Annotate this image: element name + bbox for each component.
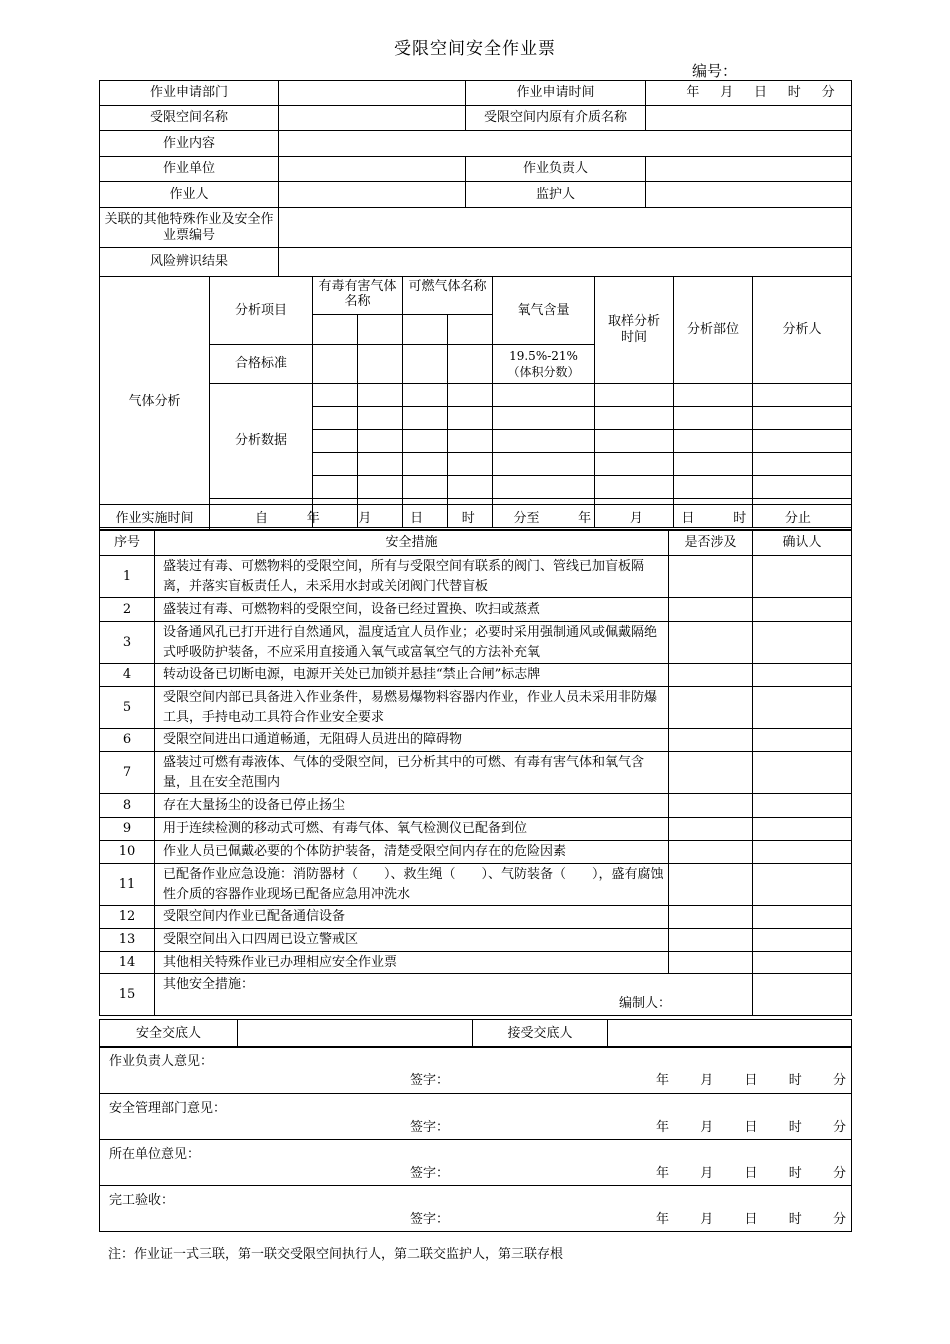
measure-text: 盛装过可燃有毒液体、气体的受限空间，已分析其中的可燃、有毒有害气体和氧气含量，且在安全范围内 <box>155 752 669 794</box>
unit-month: 月 <box>720 85 734 100</box>
data-cell[interactable] <box>313 384 358 407</box>
data-cell[interactable] <box>403 453 448 476</box>
opinion-label: 完工验收： <box>109 1193 175 1208</box>
data-cell[interactable] <box>753 476 852 499</box>
data-cell[interactable] <box>313 476 358 499</box>
measure-text: 受限空间内部已具备进入作业条件，易燃易爆物料容器内作业，作业人员未采用非防爆工具，手持电动工具符合作业安全要求 <box>155 687 669 729</box>
sign-label: 签字： <box>410 1166 450 1181</box>
sign-label: 签字： <box>410 1120 450 1135</box>
measure-text: 受限空间进出口通道畅通，无阻碍人员进出的障碍物 <box>155 729 669 752</box>
involved-cell[interactable] <box>669 794 753 818</box>
worker-field[interactable] <box>279 182 466 208</box>
unit-minute: 分 <box>832 1212 846 1227</box>
unit-minute: 分 <box>832 1120 846 1135</box>
giver-label: 安全交底人 <box>100 1020 238 1048</box>
confirm-cell[interactable] <box>753 622 852 664</box>
acceptance-box[interactable] <box>100 1186 852 1232</box>
data-cell[interactable] <box>403 430 448 453</box>
data-cell[interactable] <box>493 430 595 453</box>
unit-minute: 分 <box>832 1166 846 1181</box>
unit-year: 年 <box>656 1120 670 1135</box>
toxic-standard-cell[interactable] <box>313 345 358 384</box>
unit-field[interactable] <box>279 157 466 182</box>
opinion-label: 安全管理部门意见： <box>109 1101 227 1116</box>
apply-time-field[interactable] <box>646 81 852 106</box>
gas-analysis-table <box>99 276 852 528</box>
analyst-header: 分析人 <box>753 277 852 384</box>
confirm-cell[interactable] <box>753 664 852 687</box>
data-cell[interactable] <box>358 384 403 407</box>
period-part: 自 <box>255 511 269 526</box>
data-cell[interactable] <box>448 407 493 430</box>
data-cell[interactable] <box>448 453 493 476</box>
confirm-cell[interactable] <box>753 906 852 929</box>
work-period-table <box>99 504 852 530</box>
combustible-gas-header: 可燃气体名称 <box>403 277 493 315</box>
data-cell[interactable] <box>403 476 448 499</box>
measure-text: 受限空间内作业已配备通信设备 <box>155 906 669 929</box>
data-cell[interactable] <box>448 430 493 453</box>
risk-label: 风险辨识结果 <box>100 248 279 277</box>
other-measures-cell[interactable] <box>155 974 753 1016</box>
unit-day: 日 <box>753 85 767 100</box>
involved-cell[interactable] <box>669 687 753 729</box>
data-cell[interactable] <box>313 407 358 430</box>
unit-month: 月 <box>700 1073 714 1088</box>
measure-no: 7 <box>100 752 155 794</box>
guardian-label: 监护人 <box>466 182 646 208</box>
involved-cell[interactable] <box>669 906 753 929</box>
data-cell[interactable] <box>674 384 753 407</box>
period-part: 分止 <box>784 511 811 526</box>
data-cell[interactable] <box>595 476 674 499</box>
period-part: 时 <box>733 511 747 526</box>
confirm-cell[interactable] <box>753 794 852 818</box>
toxic-name-cell[interactable] <box>358 315 403 345</box>
item-label: 分析项目 <box>210 277 313 345</box>
apply-time-label: 作业申请时间 <box>466 81 646 106</box>
involved-cell[interactable] <box>669 952 753 974</box>
data-cell[interactable] <box>313 430 358 453</box>
measure-no: 10 <box>100 841 155 864</box>
measure-no: 1 <box>100 556 155 598</box>
gas-section-label: 气体分析 <box>100 277 210 528</box>
unit-hour: 时 <box>788 1073 802 1088</box>
confirm-cell[interactable] <box>753 556 852 598</box>
header-table <box>99 80 852 277</box>
medium-label: 受限空间内原有介质名称 <box>466 106 646 131</box>
data-cell[interactable] <box>448 476 493 499</box>
unit-minute: 分 <box>821 85 835 100</box>
data-cell[interactable] <box>674 430 753 453</box>
involved-cell[interactable] <box>669 752 753 794</box>
measure-text: 用于连续检测的移动式可燃、有毒气体、氧气检测仪已配备到位 <box>155 818 669 841</box>
involved-cell[interactable] <box>669 622 753 664</box>
period-part: 年 <box>306 511 320 526</box>
sign-label: 签字： <box>410 1212 450 1227</box>
medium-field[interactable] <box>646 106 852 131</box>
measure-no: 14 <box>100 952 155 974</box>
involved-cell[interactable] <box>669 929 753 952</box>
combustible-name-cell[interactable] <box>403 315 448 345</box>
unit-month: 月 <box>700 1120 714 1135</box>
part-header: 分析部位 <box>674 277 753 384</box>
measure-text: 盛装过有毒、可燃物料的受限空间，设备已经过置换、吹扫或蒸煮 <box>155 598 669 622</box>
unit-month: 月 <box>700 1166 714 1181</box>
related-field[interactable] <box>279 208 852 248</box>
confirm-cell[interactable] <box>753 952 852 974</box>
involved-cell[interactable] <box>669 841 753 864</box>
period-part: 月 <box>358 511 372 526</box>
toxic-name-cell[interactable] <box>313 315 358 345</box>
leader-label: 作业负责人 <box>466 157 646 182</box>
serial-number-label: 编号： <box>692 62 738 80</box>
data-cell[interactable] <box>358 407 403 430</box>
data-cell[interactable] <box>403 407 448 430</box>
data-cell[interactable] <box>595 453 674 476</box>
sample-time-header: 取样分析时间 <box>595 277 674 384</box>
combustible-name-cell[interactable] <box>448 315 493 345</box>
measure-no: 5 <box>100 687 155 729</box>
measure-text: 受限空间出入口四周已设立警戒区 <box>155 929 669 952</box>
opinion-label: 所在单位意见： <box>109 1147 201 1162</box>
measures-table <box>99 530 852 1016</box>
measure-no: 3 <box>100 622 155 664</box>
period-part: 日 <box>681 511 695 526</box>
data-cell[interactable] <box>674 407 753 430</box>
involved-cell[interactable] <box>669 556 753 598</box>
col-measure-header: 安全措施 <box>155 531 669 556</box>
unit-day: 日 <box>744 1073 758 1088</box>
content-field[interactable] <box>279 131 852 157</box>
measure-no: 11 <box>100 864 155 906</box>
period-part: 日 <box>410 511 424 526</box>
measure-text: 设备通风孔已打开进行自然通风，温度适宜人员作业；必要时采用强制通风或佩戴隔绝式呼吸防护装备，不应采用直接通入氧气或富氧空气的方法补充氧 <box>155 622 669 664</box>
toxic-gas-header: 有毒有害气体名称 <box>313 277 403 315</box>
confirm-cell[interactable] <box>753 687 852 729</box>
unit-hour: 时 <box>788 1166 802 1181</box>
measure-no: 12 <box>100 906 155 929</box>
unit-hour: 时 <box>788 1120 802 1135</box>
toxic-standard-cell[interactable] <box>358 345 403 384</box>
confirm-cell[interactable] <box>753 841 852 864</box>
unit-year: 年 <box>686 85 700 100</box>
involved-cell[interactable] <box>669 598 753 622</box>
data-cell[interactable] <box>313 453 358 476</box>
involved-cell[interactable] <box>669 818 753 841</box>
measure-text: 其他安全措施： <box>163 977 255 992</box>
data-cell[interactable] <box>358 430 403 453</box>
unit-year: 年 <box>656 1073 670 1088</box>
period-part: 月 <box>629 511 643 526</box>
measure-text: 其他相关特殊作业已办理相应安全作业票 <box>155 952 669 974</box>
data-label: 分析数据 <box>210 384 313 499</box>
data-cell[interactable] <box>358 476 403 499</box>
data-cell[interactable] <box>753 453 852 476</box>
combustible-standard-cell[interactable] <box>403 345 448 384</box>
combustible-standard-cell[interactable] <box>448 345 493 384</box>
measure-no: 9 <box>100 818 155 841</box>
measure-no: 2 <box>100 598 155 622</box>
period-field[interactable] <box>210 505 852 530</box>
data-cell[interactable] <box>674 453 753 476</box>
unit-day: 日 <box>744 1212 758 1227</box>
receiver-label: 接受交底人 <box>473 1020 608 1048</box>
period-part: 时 <box>461 511 475 526</box>
data-cell[interactable] <box>595 384 674 407</box>
content-label: 作业内容 <box>100 131 279 157</box>
data-cell[interactable] <box>753 430 852 453</box>
unit-day: 日 <box>744 1166 758 1181</box>
period-label: 作业实施时间 <box>100 505 210 530</box>
unit-day: 日 <box>744 1120 758 1135</box>
unit-opinion-box[interactable] <box>100 1140 852 1186</box>
leader-opinion-box[interactable] <box>100 1047 852 1094</box>
opinions-table <box>99 1046 852 1232</box>
leader-field[interactable] <box>646 157 852 182</box>
confirm-cell[interactable] <box>753 598 852 622</box>
standard-label: 合格标准 <box>210 345 313 384</box>
data-cell[interactable] <box>493 476 595 499</box>
data-cell[interactable] <box>674 476 753 499</box>
worker-label: 作业人 <box>100 182 279 208</box>
related-label: 关联的其他特殊作业及安全作业票编号 <box>100 208 279 248</box>
data-cell[interactable] <box>358 453 403 476</box>
data-cell[interactable] <box>493 453 595 476</box>
period-part: 分至 <box>513 511 540 526</box>
unit-year: 年 <box>656 1166 670 1181</box>
measure-no: 8 <box>100 794 155 818</box>
measure-no: 13 <box>100 929 155 952</box>
measure-text: 存在大量扬尘的设备已停止扬尘 <box>155 794 669 818</box>
compiler-label: 编制人： <box>619 996 672 1011</box>
data-cell[interactable] <box>753 384 852 407</box>
measure-no: 6 <box>100 729 155 752</box>
measure-no: 4 <box>100 664 155 687</box>
involved-cell[interactable] <box>669 664 753 687</box>
document-title: 受限空间安全作业票 <box>394 39 556 59</box>
handover-table <box>99 1019 852 1048</box>
unit-year: 年 <box>656 1212 670 1227</box>
measure-text: 作业人员已佩戴必要的个体防护装备，清楚受限空间内存在的危险因素 <box>155 841 669 864</box>
confirm-cell[interactable] <box>753 929 852 952</box>
measure-text: 盛装过有毒、可燃物料的受限空间，所有与受限空间有联系的阀门、管线已加盲板隔离，并落实盲板责任人，未采用水封或关闭阀门代替盲板 <box>155 556 669 598</box>
period-part: 年 <box>578 511 592 526</box>
data-cell[interactable] <box>493 407 595 430</box>
data-cell[interactable] <box>595 407 674 430</box>
sign-label: 签字： <box>410 1073 450 1088</box>
safety-dept-opinion-box[interactable] <box>100 1094 852 1140</box>
giver-field[interactable] <box>238 1020 473 1048</box>
footnote: 注：作业证一式三联，第一联交受限空间执行人，第二联交监护人，第三联存根 <box>108 1247 564 1262</box>
unit-hour: 时 <box>787 85 801 100</box>
oxygen-standard: 19.5%-21%（体积分数） <box>493 345 595 384</box>
data-cell[interactable] <box>403 384 448 407</box>
data-cell[interactable] <box>595 430 674 453</box>
risk-field[interactable] <box>279 248 852 277</box>
data-cell[interactable] <box>753 407 852 430</box>
col-no-header: 序号 <box>100 531 155 556</box>
col-involved-header: 是否涉及 <box>669 531 753 556</box>
space-name-label: 受限空间名称 <box>100 106 279 131</box>
unit-minute: 分 <box>832 1073 846 1088</box>
confirm-cell[interactable] <box>753 752 852 794</box>
involved-cell[interactable] <box>669 729 753 752</box>
receiver-field[interactable] <box>608 1020 852 1048</box>
confirm-cell[interactable] <box>753 818 852 841</box>
guardian-field[interactable] <box>646 182 852 208</box>
dept-field[interactable] <box>279 81 466 106</box>
unit-hour: 时 <box>788 1212 802 1227</box>
measure-no: 15 <box>100 974 155 1016</box>
involved-cell[interactable] <box>669 864 753 906</box>
data-cell[interactable] <box>448 384 493 407</box>
measure-text: 转动设备已切断电源，电源开关处已加锁并悬挂“禁止合闸”标志牌 <box>155 664 669 687</box>
space-name-field[interactable] <box>279 106 466 131</box>
unit-month: 月 <box>700 1212 714 1227</box>
measure-text: 已配备作业应急设施：消防器材（ ）、救生绳（ ）、气防装备（ ），盛有腐蚀性介质的容器作业现场已配备应急用冲洗水 <box>155 864 669 906</box>
dept-label: 作业申请部门 <box>100 81 279 106</box>
confirm-cell[interactable] <box>753 974 852 1016</box>
opinion-label: 作业负责人意见： <box>109 1054 214 1069</box>
confirm-cell[interactable] <box>753 864 852 906</box>
data-cell[interactable] <box>493 384 595 407</box>
oxygen-header: 氧气含量 <box>493 277 595 345</box>
confirm-cell[interactable] <box>753 729 852 752</box>
unit-label: 作业单位 <box>100 157 279 182</box>
col-confirm-header: 确认人 <box>753 531 852 556</box>
